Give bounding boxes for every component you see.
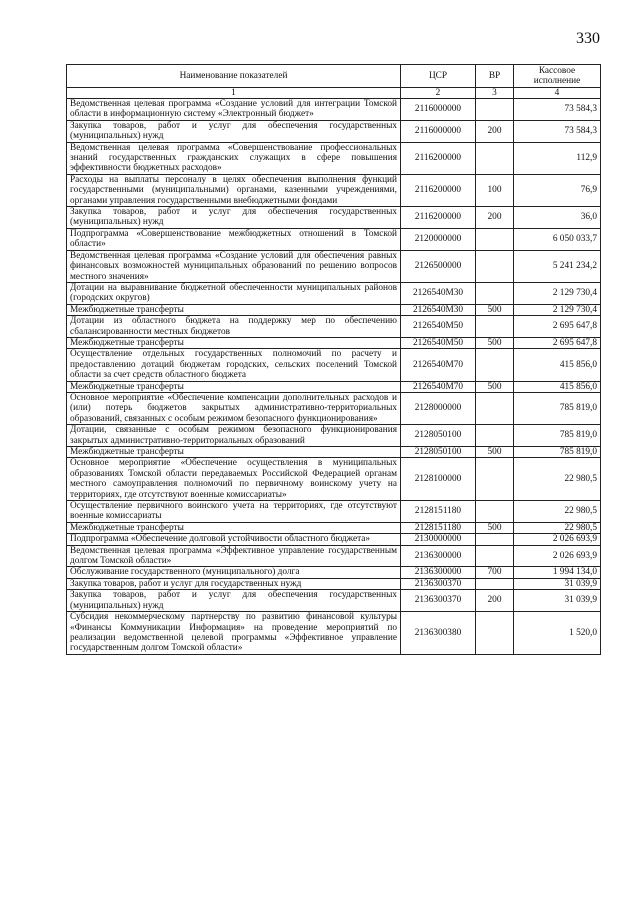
row-csr: 2136300380 — [401, 612, 476, 655]
row-sum: 76,9 — [514, 174, 601, 206]
row-csr: 2116000000 — [401, 99, 476, 121]
table-row — [67, 447, 601, 458]
table-row — [67, 578, 601, 589]
row-name: Дотации, связанные с особым режимом безопасного функционирования закрытых административно-территориальных образований — [67, 425, 401, 447]
row-name: Ведомственная целевая программа «Создание условий для обеспечения равных финансовых возможностей муниципальных образований по решению вопросов местного значения» — [67, 250, 401, 282]
row-sum: 2 129 730,4 — [514, 282, 601, 304]
row-sum: 785 819,0 — [514, 392, 601, 424]
col-index-1: 1 — [67, 88, 401, 99]
row-csr: 2126540М50 — [401, 337, 476, 348]
row-csr: 2128050100 — [401, 447, 476, 458]
row-sum: 22 980,5 — [514, 522, 601, 533]
table-row — [67, 534, 601, 545]
row-sum: 73 584,3 — [514, 120, 601, 142]
table-row — [67, 316, 601, 338]
table-row — [67, 120, 601, 142]
table-row — [67, 349, 601, 381]
row-vr: 500 — [476, 447, 514, 458]
row-vr — [476, 425, 514, 447]
column-index-row — [67, 88, 601, 99]
row-name: Межбюджетные трансферты — [67, 522, 401, 533]
row-csr: 2116000000 — [401, 120, 476, 142]
row-csr: 2136300370 — [401, 590, 476, 612]
row-sum: 2 695 647,8 — [514, 316, 601, 338]
table-row — [67, 381, 601, 392]
row-vr — [476, 282, 514, 304]
row-sum: 22 980,5 — [514, 501, 601, 523]
row-csr: 2126500000 — [401, 250, 476, 282]
row-vr: 200 — [476, 120, 514, 142]
row-vr — [476, 578, 514, 589]
row-sum: 415 856,0 — [514, 381, 601, 392]
row-name: Субсидия некоммерческому партнерству по развитию финансовой культуры «Финансы Коммуникации Информация» на проведение мероприятий по реализации ведомственной целевой программы «Эффективное управление государственным долгом Томской области» — [67, 612, 401, 655]
row-vr — [476, 534, 514, 545]
row-name: Подпрограмма «Обеспечение долговой устойчивости областного бюджета» — [67, 534, 401, 545]
row-sum: 36,0 — [514, 207, 601, 229]
row-sum: 2 695 647,8 — [514, 337, 601, 348]
table-row — [67, 567, 601, 578]
row-name: Межбюджетные трансферты — [67, 337, 401, 348]
row-vr: 100 — [476, 174, 514, 206]
page-number: 330 — [576, 30, 600, 47]
row-vr — [476, 458, 514, 501]
row-csr: 2128151180 — [401, 501, 476, 523]
row-csr: 2116200000 — [401, 174, 476, 206]
row-csr: 2116200000 — [401, 207, 476, 229]
row-vr: 200 — [476, 207, 514, 229]
row-sum: 112,9 — [514, 142, 601, 174]
row-vr: 500 — [476, 337, 514, 348]
row-sum: 1 994 134,0 — [514, 567, 601, 578]
row-csr: 2128050100 — [401, 425, 476, 447]
table-row — [67, 250, 601, 282]
budget-table — [66, 64, 601, 655]
row-name: Осуществление отдельных государственных полномочий по расчету и предоставлению дотаций бюджетам городских, сельских поселений Томской области за счет средств областного бюджета — [67, 349, 401, 381]
row-csr: 2128100000 — [401, 458, 476, 501]
row-sum: 785 819,0 — [514, 447, 601, 458]
row-vr — [476, 545, 514, 567]
row-vr: 700 — [476, 567, 514, 578]
row-vr — [476, 392, 514, 424]
row-name: Межбюджетные трансферты — [67, 447, 401, 458]
row-csr: 2126540М50 — [401, 316, 476, 338]
row-csr: 2126540М30 — [401, 282, 476, 304]
row-name: Ведомственная целевая программа «Совершенствование профессиональных знаний государственных гражданских служащих в сфере повышения эффективности бюджетных расходов» — [67, 142, 401, 174]
col-index-2: 2 — [401, 88, 476, 99]
header-name: Наименование показателей — [67, 65, 401, 88]
row-vr — [476, 612, 514, 655]
row-vr: 500 — [476, 304, 514, 315]
table-row — [67, 458, 601, 501]
row-csr: 2126540М70 — [401, 381, 476, 392]
header-csr: ЦСР — [401, 65, 476, 88]
row-sum: 6 050 033,7 — [514, 228, 601, 250]
row-vr: 200 — [476, 590, 514, 612]
row-vr — [476, 501, 514, 523]
table-row — [67, 612, 601, 655]
row-name: Осуществление первичного воинского учета на территориях, где отсутствуют военные комиссариаты — [67, 501, 401, 523]
row-csr: 2136300000 — [401, 567, 476, 578]
row-sum: 31 039,9 — [514, 590, 601, 612]
row-name: Расходы на выплаты персоналу в целях обеспечения выполнения функций государственными (муниципальными) органами, казенными учреждениями, органами управления государственными внебюджетными фондами — [67, 174, 401, 206]
col-index-4: 4 — [514, 88, 601, 99]
table-row — [67, 337, 601, 348]
row-vr: 500 — [476, 522, 514, 533]
row-name: Основное мероприятие «Обеспечение осуществления в муниципальных образованиях Томской области передаваемых Российской Федерацией органам местного самоуправления полномочий по первичному воинскому учету на территориях, где отсутствуют военные комиссариаты» — [67, 458, 401, 501]
table-row — [67, 282, 601, 304]
row-name: Закупка товаров, работ и услуг для обеспечения государственных (муниципальных) нужд — [67, 120, 401, 142]
row-sum: 2 026 693,9 — [514, 534, 601, 545]
row-sum: 22 980,5 — [514, 458, 601, 501]
table-body — [67, 99, 601, 655]
table-row — [67, 501, 601, 523]
row-sum: 415 856,0 — [514, 349, 601, 381]
row-name: Подпрограмма «Совершенствование межбюджетных отношений в Томской области» — [67, 228, 401, 250]
row-name: Межбюджетные трансферты — [67, 381, 401, 392]
row-name: Обслуживание государственного (муниципального) долга — [67, 567, 401, 578]
row-sum: 785 819,0 — [514, 425, 601, 447]
table-header-row — [67, 65, 601, 88]
row-sum: 31 039,9 — [514, 578, 601, 589]
row-csr: 2128000000 — [401, 392, 476, 424]
row-name: Дотации на выравнивание бюджетной обеспеченности муниципальных районов (городских округов) — [67, 282, 401, 304]
header-vr: ВР — [476, 65, 514, 88]
table-row — [67, 590, 601, 612]
table-row — [67, 304, 601, 315]
row-sum: 2 026 693,9 — [514, 545, 601, 567]
row-csr: 2136300000 — [401, 545, 476, 567]
row-csr: 2120000000 — [401, 228, 476, 250]
table-row — [67, 142, 601, 174]
table-row — [67, 522, 601, 533]
table-row — [67, 228, 601, 250]
row-vr — [476, 349, 514, 381]
row-csr: 2126540М70 — [401, 349, 476, 381]
row-vr — [476, 142, 514, 174]
row-csr: 2136300370 — [401, 578, 476, 589]
row-vr: 500 — [476, 381, 514, 392]
row-vr — [476, 316, 514, 338]
row-csr: 2130000000 — [401, 534, 476, 545]
row-vr — [476, 250, 514, 282]
row-name: Ведомственная целевая программа «Создание условий для интеграции Томской области в информационную систему «Электронный бюджет» — [67, 99, 401, 121]
row-sum: 1 520,0 — [514, 612, 601, 655]
row-csr: 2116200000 — [401, 142, 476, 174]
table-row — [67, 99, 601, 121]
table-row — [67, 425, 601, 447]
table-row — [67, 207, 601, 229]
col-index-3: 3 — [476, 88, 514, 99]
row-name: Основное мероприятие «Обеспечение компенсации дополнительных расходов и (или) потерь бюджетов закрытых административно-территориальных образований, связанных с особым режимом безопасного функционирования» — [67, 392, 401, 424]
row-sum: 73 584,3 — [514, 99, 601, 121]
row-name: Закупка товаров, работ и услуг для обеспечения государственных (муниципальных) нужд — [67, 590, 401, 612]
row-csr: 2126540М30 — [401, 304, 476, 315]
row-csr: 2128151180 — [401, 522, 476, 533]
row-sum: 2 129 730,4 — [514, 304, 601, 315]
row-name: Закупка товаров, работ и услуг для обеспечения государственных (муниципальных) нужд — [67, 207, 401, 229]
header-sum: Кассовое исполнение — [514, 65, 601, 88]
row-sum: 5 241 234,2 — [514, 250, 601, 282]
row-vr — [476, 99, 514, 121]
table-row — [67, 174, 601, 206]
row-name: Ведомственная целевая программа «Эффективное управление государственным долгом Томской области» — [67, 545, 401, 567]
row-vr — [476, 228, 514, 250]
table-row — [67, 545, 601, 567]
table-row — [67, 392, 601, 424]
row-name: Закупка товаров, работ и услуг для государственных нужд — [67, 578, 401, 589]
row-name: Межбюджетные трансферты — [67, 304, 401, 315]
row-name: Дотации из областного бюджета на поддержку мер по обеспечению сбалансированности местных бюджетов — [67, 316, 401, 338]
